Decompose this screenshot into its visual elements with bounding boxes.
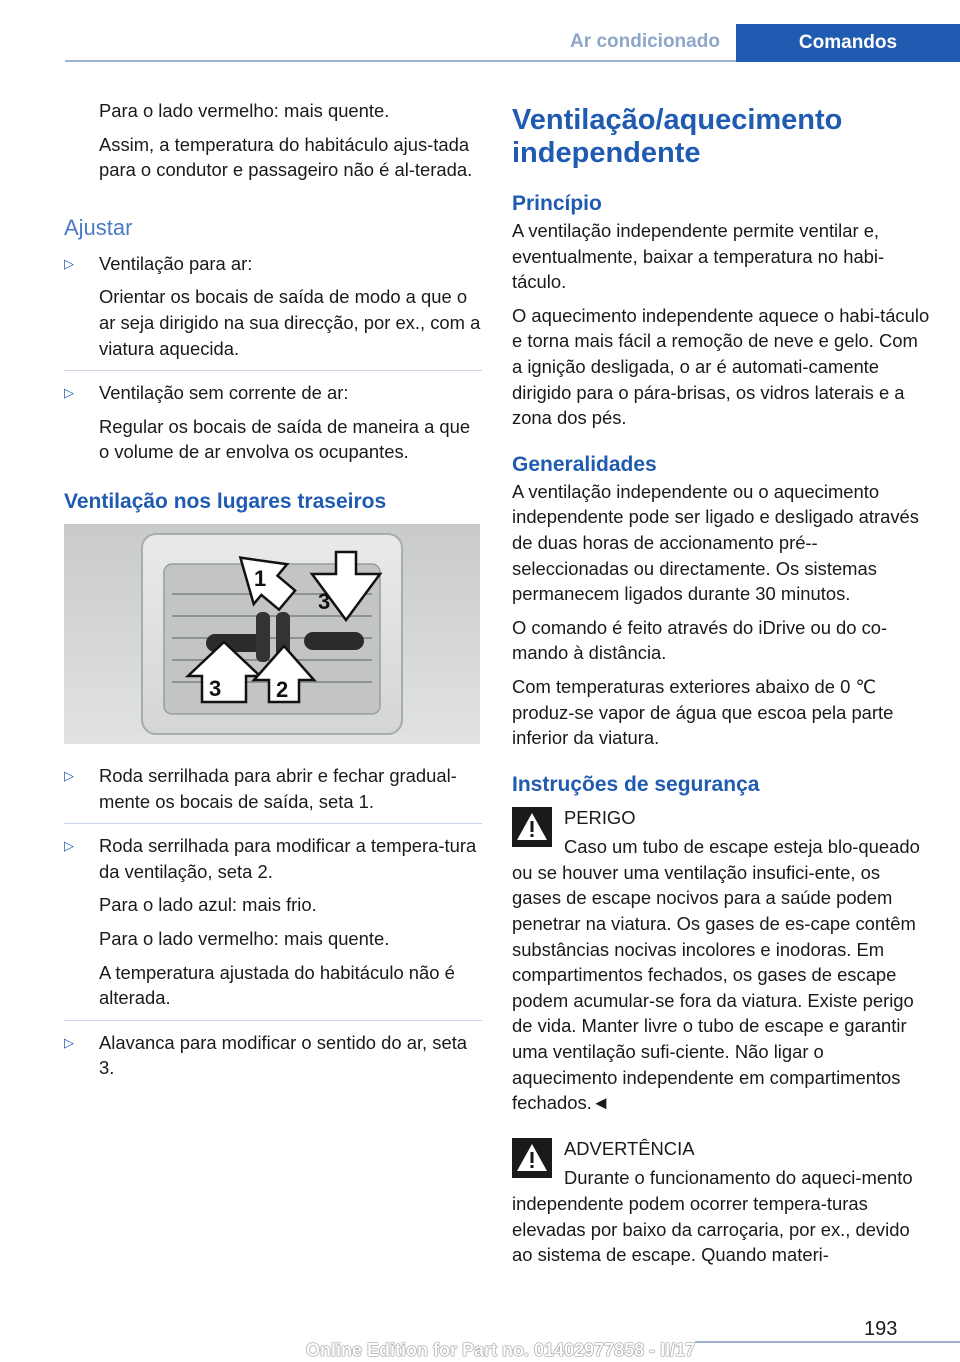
- triangle-bullet-icon: ▷: [64, 1034, 74, 1050]
- list-item: [64, 1030, 482, 1090]
- list-item-title: Ventilação para ar:: [99, 252, 253, 274]
- list-item-title: Roda serrilhada para modificar a tempera‐tura da ventilação, seta 2.: [99, 835, 477, 882]
- list-item-title: Ventilação sem corrente de ar:: [99, 382, 349, 404]
- figure-label-2: 2: [276, 676, 289, 702]
- figure-label-1: 1: [254, 565, 267, 591]
- warning-advertencia-text: Durante o funcionamento do aqueci‐mento independente podem ocorrer tempera‐turas elevadas por baixo da carroçaria, por ex., devido ao sistema de escape. Quando materi‐: [512, 1167, 913, 1266]
- heading-seguranca: Instruções de segurança: [512, 772, 760, 796]
- list-item-body: Orientar os bocais de saída de modo a que o ar seja dirigido na sua direcção, por ex., com a viatura aquecida.: [99, 286, 481, 359]
- right-lever: [304, 632, 364, 650]
- rear-vent-figure: [64, 524, 480, 744]
- warning-perigo-label: PERIGO: [564, 806, 636, 828]
- figure-label-3-bottom: 3: [209, 675, 222, 701]
- paragraph-temperature: Assim, a temperatura do habitáculo ajus‐tada para o condutor e passageiro não é al‐terada.: [99, 133, 473, 181]
- warning-triangle-icon: [512, 1138, 552, 1178]
- page-number: 193: [864, 1318, 898, 1340]
- list-item-body: Para o lado vermelho: mais quente.: [99, 927, 390, 949]
- paragraph-gen-3: Com temperaturas exteriores abaixo de 0 ℃ produz-se vapor de água que escoa pela parte inferior da viatura.: [512, 675, 894, 749]
- warning-perigo: [512, 805, 932, 1116]
- list-item: [64, 251, 482, 371]
- heading-ajustar: Ajustar: [64, 214, 133, 240]
- header-section-tab[interactable]: Ar condicionado: [570, 31, 720, 52]
- list-item-body: A temperatura ajustada do habitáculo não é alterada.: [99, 961, 455, 1009]
- wheel-1: [256, 612, 270, 662]
- paragraph-principio-2: O aquecimento independente aquece o habi‐táculo e torna mais fácil a remoção de neve e gelo. Com a ignição desligada, o ar é automati‐camente dirigido para o pára-brisas, os vidros laterais e a zona dos pés.: [512, 304, 930, 429]
- warning-advertencia-label: ADVERTÊNCIA: [564, 1137, 695, 1159]
- list-item-body: Para o lado azul: mais frio.: [99, 894, 317, 916]
- paragraph-red-side: Para o lado vermelho: mais quente.: [99, 100, 390, 121]
- warning-perigo-text: Caso um tubo de escape esteja blo‐queado ou se houver uma ventilação insufici‐ente, os gases de escape nocivos para a saúde podem penetrar na viatura. Os gases de es‐cape contêm substâncias nocivas incolores e inodoras. Em compartimentos fechados, os gases de escape podem acumular-se fora da viatura. Existe perigo de vida. Manter livre o tubo de escape e garantir uma ventilação sufi‐ciente. Não ligar o aquecimento independente em compartimentos fechados.◄: [512, 836, 920, 1114]
- header-chapter-tab[interactable]: Comandos: [736, 24, 960, 62]
- rear-list: [64, 763, 482, 1090]
- online-edition-watermark: Online Edition for Part no. 01402977858 - II/17: [306, 1340, 696, 1360]
- triangle-bullet-icon: ▷: [64, 767, 74, 783]
- paragraph-gen-2: O comando é feito através do iDrive ou do co‐mando à distância.: [512, 616, 888, 664]
- heading-rear-ventilation: Ventilação nos lugares traseiros: [64, 489, 387, 513]
- list-item-title: Roda serrilhada para abrir e fechar gradual‐mente os bocais de saída, seta 1.: [99, 764, 457, 812]
- paragraph-principio-1: A ventilação independente permite ventilar e, eventualmente, baixar a temperatura no habi‐táculo.: [512, 220, 885, 293]
- triangle-bullet-icon: ▷: [64, 255, 74, 271]
- list-item-body: Regular os bocais de saída de maneira a que o volume de ar envolva os ocupantes.: [99, 415, 471, 463]
- right-column: [512, 98, 932, 1268]
- list-item: [64, 833, 482, 1021]
- heading-principio: Princípio: [512, 192, 602, 215]
- warning-advertencia: [512, 1136, 932, 1268]
- ajustar-list: [64, 251, 482, 474]
- heading-generalidades: Generalidades: [512, 452, 657, 476]
- left-column: [64, 98, 482, 1099]
- triangle-bullet-icon: ▷: [64, 838, 74, 854]
- figure-label-3-top: 3: [318, 588, 331, 614]
- list-item: [64, 763, 482, 824]
- list-item-title: Alavanca para modificar o sentido do ar, seta 3.: [99, 1031, 468, 1079]
- list-item: [64, 380, 482, 474]
- footer-rule: [695, 1341, 960, 1343]
- triangle-bullet-icon: ▷: [64, 385, 74, 401]
- heading-main: Ventilação/aquecimento independente: [512, 104, 843, 169]
- warning-triangle-icon: [512, 807, 552, 847]
- paragraph-gen-1: A ventilação independente ou o aquecimento independente pode ser ligado e desligado através de duas horas de accionamento pré-‐seleccionadas ou directamente. Os sistemas permanecem ligados durante 30 minutos.: [512, 480, 919, 605]
